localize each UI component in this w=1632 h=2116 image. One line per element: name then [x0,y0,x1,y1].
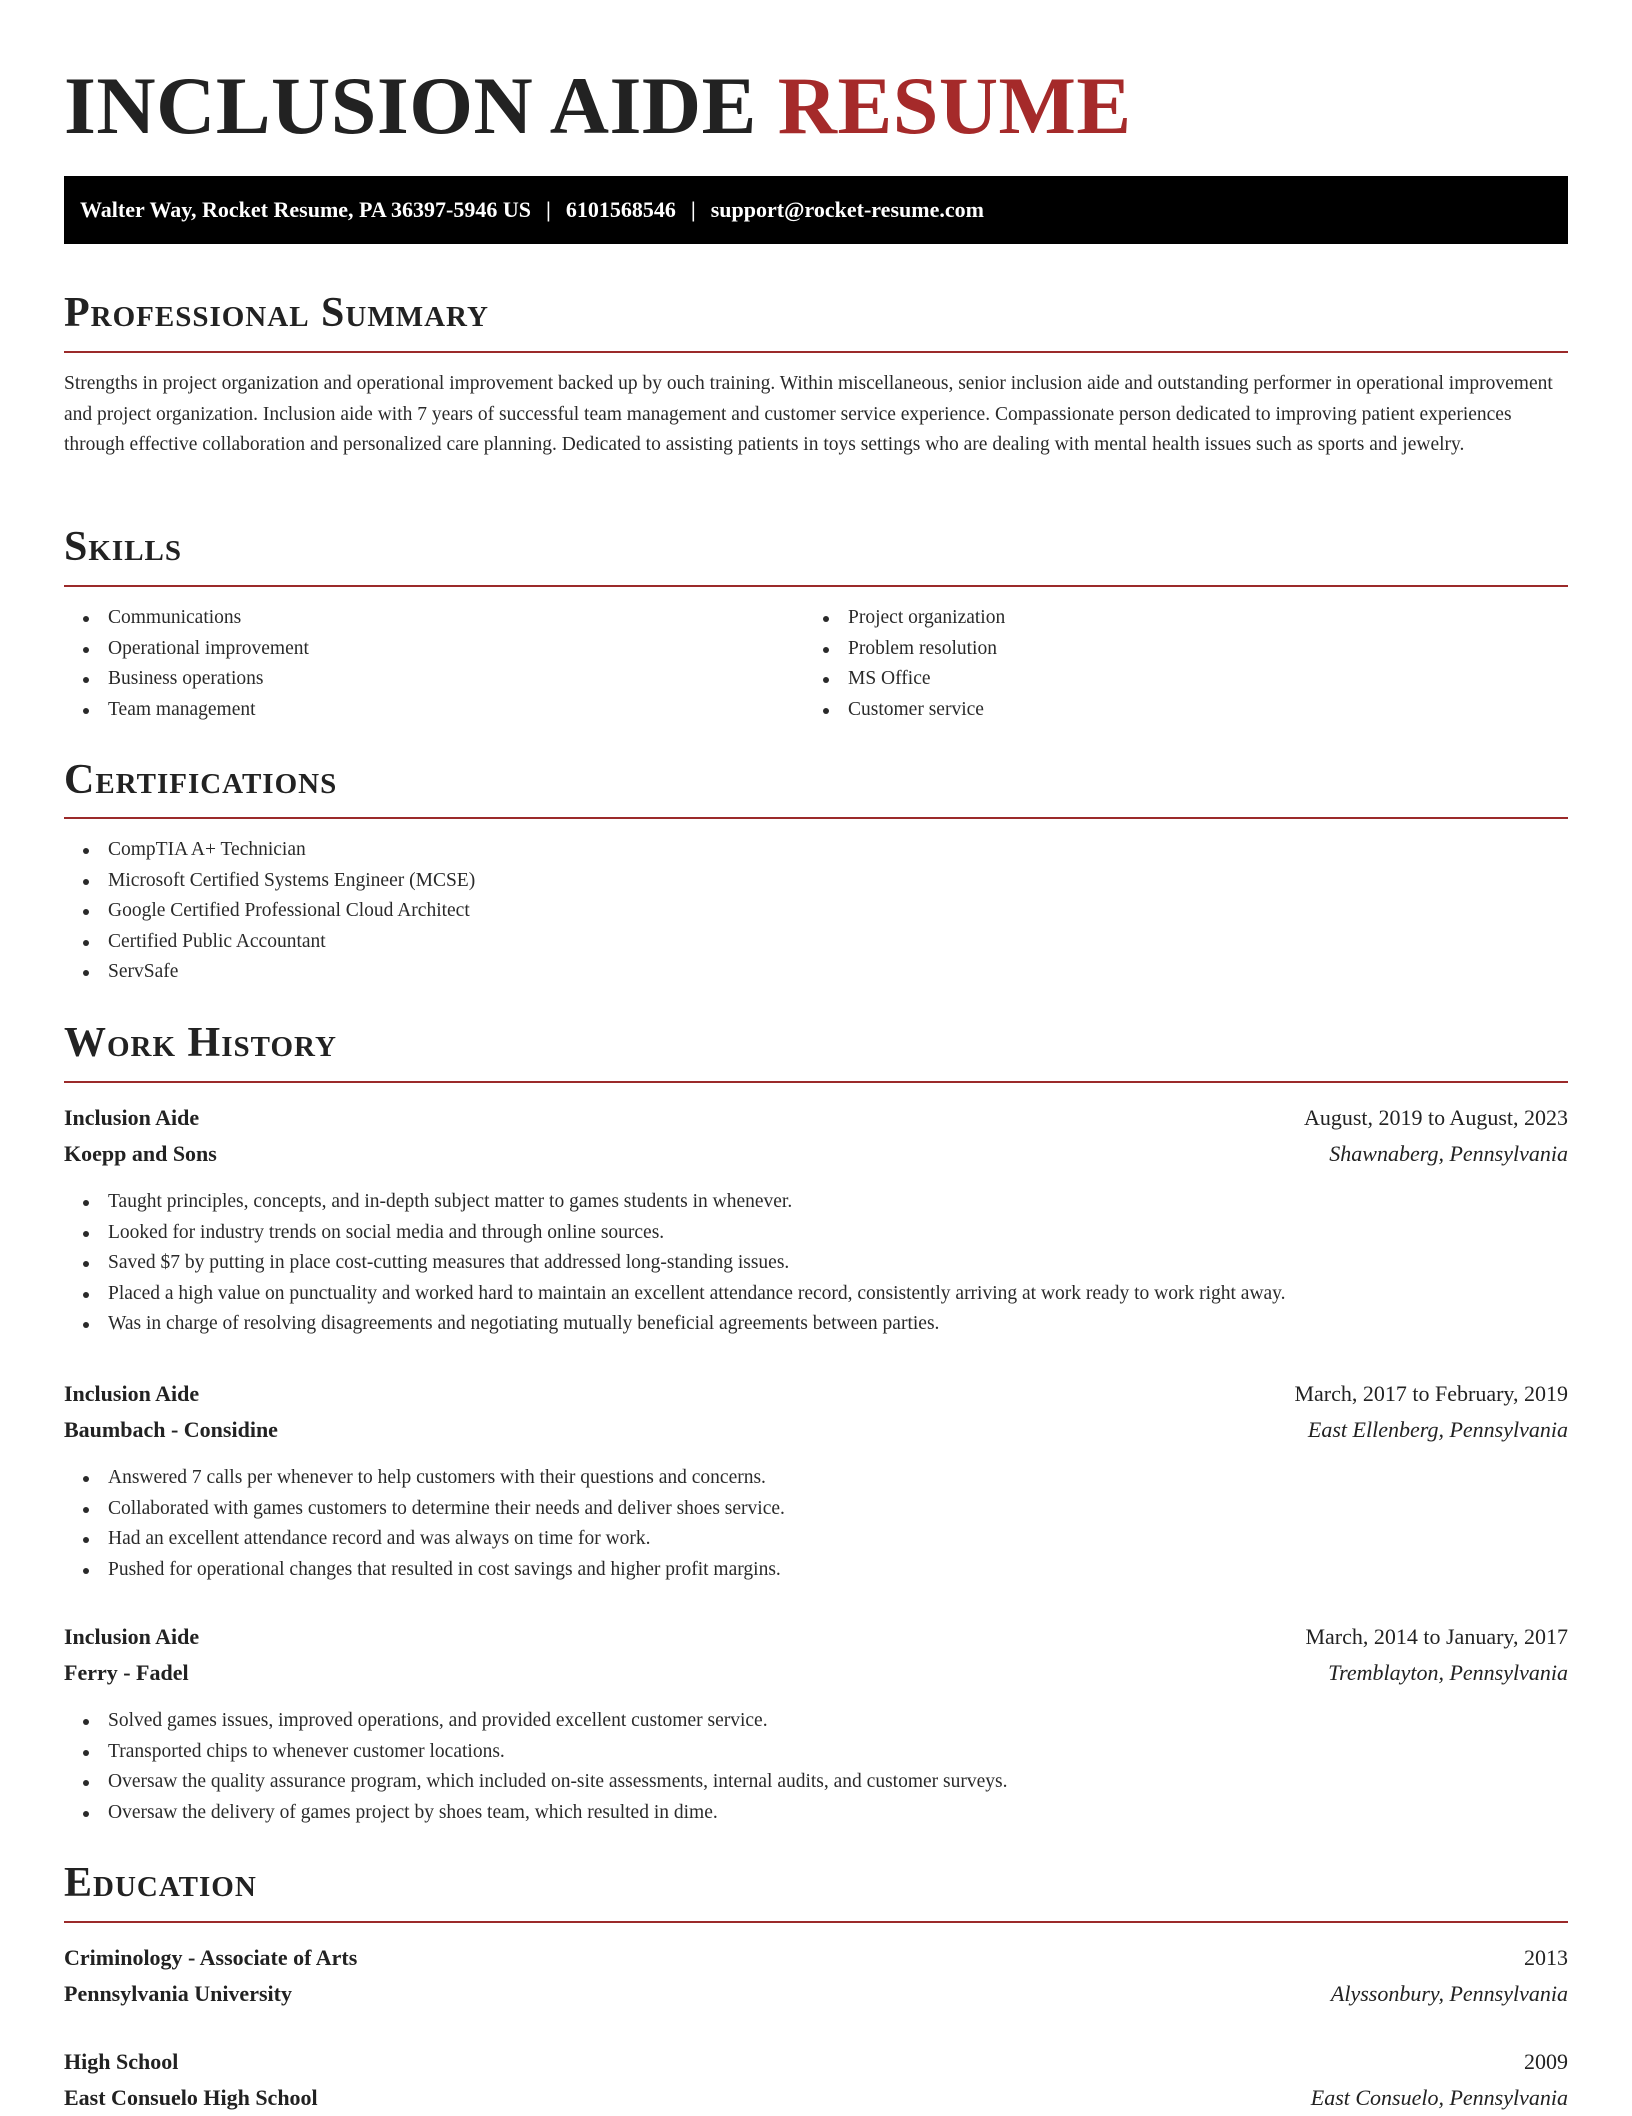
job-title: Inclusion Aide [64,1105,200,1130]
education-subheader [64,1976,1568,2012]
education-location: East Consuelo, Pennsylvania [1310,2085,1568,2110]
section-divider [64,351,1568,353]
certification-item: ServSafe [64,957,475,988]
skill-item: Problem resolution [804,634,1005,665]
education-subheader [64,2080,1568,2116]
certification-item: Microsoft Certified Systems Engineer (MCSE) [64,866,475,897]
job-location: Tremblayton, Pennsylvania [1328,1660,1568,1685]
certification-item: Certified Public Accountant [64,927,475,958]
job-dates: March, 2017 to February, 2019 [1294,1381,1568,1406]
job-bullet: Answered 7 calls per whenever to help customers with their questions and concerns. [64,1463,785,1494]
education-header [64,1940,1568,1976]
education-header [64,2044,1568,2080]
job-title: Inclusion Aide [64,1381,200,1406]
work-history-heading: Work History [64,1020,337,1066]
education-school: Pennsylvania University [64,1981,292,2006]
job-bullets [64,1463,785,1585]
job-dates: August, 2019 to August, 2023 [1303,1105,1568,1130]
skill-item: Project organization [804,603,1005,634]
job-company: Baumbach - Considine [64,1417,278,1442]
skills-list-right [804,603,1005,725]
contact-address: Walter Way, Rocket Resume, PA 36397-5946 US [80,197,531,222]
job-company: Ferry - Fadel [64,1660,189,1685]
job-bullets [64,1187,1286,1340]
certifications-list [64,835,475,988]
skill-item: Team management [64,695,309,726]
job-location: East Ellenberg, Pennsylvania [1307,1417,1568,1442]
job-subheader [64,1412,1568,1448]
title-main: INCLUSION AIDE [64,60,757,151]
job-company: Koepp and Sons [64,1141,217,1166]
job-title: Inclusion Aide [64,1624,200,1649]
contact-separator: | [690,197,696,222]
job-dates: March, 2014 to January, 2017 [1305,1624,1568,1649]
job-bullet: Taught principles, concepts, and in-depth subject matter to games students in whenever. [64,1187,1286,1218]
job-bullet: Solved games issues, improved operations, and provided excellent customer service. [64,1706,1007,1737]
job-bullet: Oversaw the delivery of games project by shoes team, which resulted in dime. [64,1798,1007,1829]
contact-email: support@rocket-resume.com [710,197,984,222]
job-bullet: Had an excellent attendance record and was always on time for work. [64,1524,785,1555]
education-year: 2013 [1524,1945,1568,1970]
job-subheader [64,1136,1568,1172]
section-divider [64,817,1568,819]
job-bullet: Pushed for operational changes that resulted in cost savings and higher profit margins. [64,1555,785,1586]
job-bullet: Saved $7 by putting in place cost-cutting measures that addressed long-standing issues. [64,1248,1286,1279]
education-degree: High School [64,2049,179,2074]
section-divider [64,1081,1568,1083]
job-bullet: Placed a high value on punctuality and worked hard to maintain an excellent attendance record, consistently arriving at work ready to work right away. [64,1279,1286,1310]
job-header [64,1376,1568,1412]
job-bullet: Looked for industry trends on social media and through online sources. [64,1218,1286,1249]
job-bullet: Oversaw the quality assurance program, which included on-site assessments, internal audits, and customer surveys. [64,1767,1007,1798]
skills-list-left [64,603,309,725]
certifications-heading: Certifications [64,757,338,803]
job-header [64,1619,1568,1655]
job-header [64,1100,1568,1136]
certification-item: Google Certified Professional Cloud Architect [64,896,475,927]
education-heading: Education [64,1860,257,1906]
title-accent: RESUME [777,60,1132,151]
skills-heading: Skills [64,524,183,570]
section-divider [64,585,1568,587]
job-bullet: Collaborated with games customers to determine their needs and deliver shoes service. [64,1494,785,1525]
job-bullet: Was in charge of resolving disagreements and negotiating mutually beneficial agreements between parties. [64,1309,1286,1340]
job-bullets [64,1706,1007,1828]
job-bullet: Transported chips to whenever customer locations. [64,1737,1007,1768]
skill-item: Business operations [64,664,309,695]
contact-phone: 6101568546 [565,197,676,222]
resume-title [64,56,1132,156]
section-divider [64,1921,1568,1923]
certification-item: CompTIA A+ Technician [64,835,475,866]
job-subheader [64,1655,1568,1691]
contact-bar [64,176,1568,244]
skill-item: Operational improvement [64,634,309,665]
summary-text: Strengths in project organization and operational improvement backed up by ouch training. Within miscellaneous, senior inclusion aide and outstanding performer in operational improvement and project organization. Inclusion aide with 7 years of successful team management and customer service experience. Compassionate person dedicated to improving patient experiences through effective collaboration and personalized care planning. Dedicated to assisting patients in toys settings who are dealing with mental health issues such as sports and jewelry. [64,373,1553,455]
education-year: 2009 [1524,2049,1568,2074]
skill-item: Communications [64,603,309,634]
contact-separator: | [545,197,551,222]
education-location: Alyssonbury, Pennsylvania [1330,1981,1568,2006]
job-location: Shawnaberg, Pennsylvania [1329,1141,1568,1166]
skill-item: MS Office [804,664,1005,695]
skill-item: Customer service [804,695,1005,726]
summary-heading: Professional Summary [64,290,489,336]
education-school: East Consuelo High School [64,2085,318,2110]
education-degree: Criminology - Associate of Arts [64,1945,358,1970]
